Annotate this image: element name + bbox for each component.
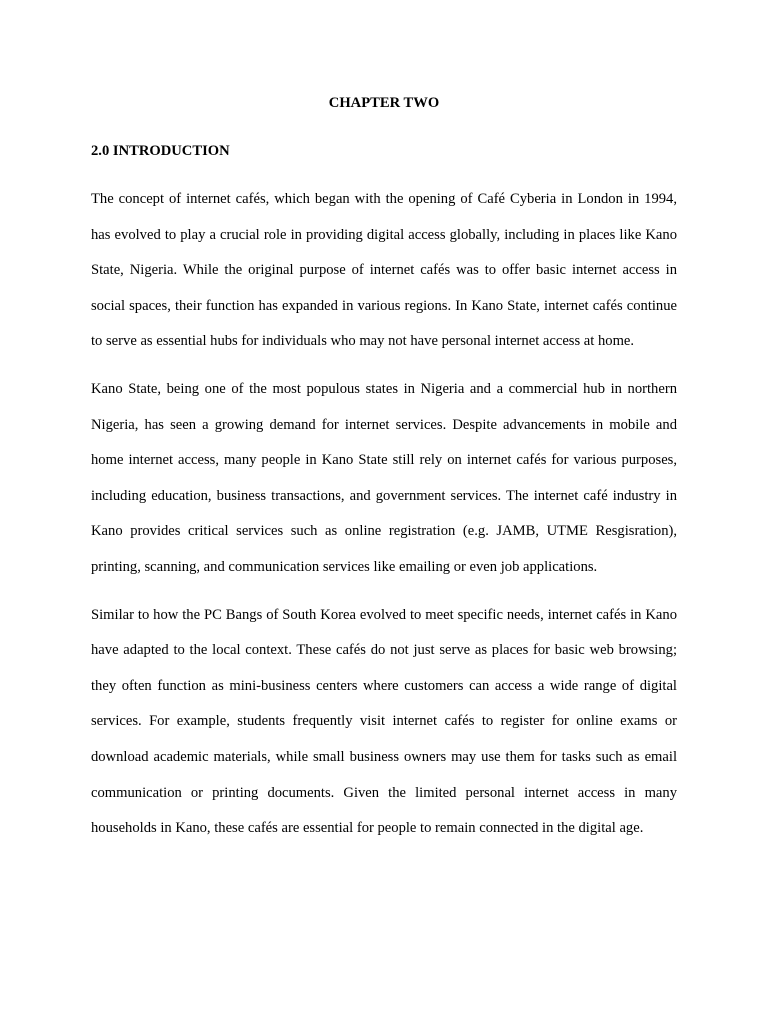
paragraph-2: Kano State, being one of the most populous states in Nigeria and a commercial hub in northern Nigeria, has seen a growing demand for internet services. Despite advancements in mobile and home internet access, many people in Kano State still rely on internet cafés for various purposes, including education, business transactions, and government services. The internet café industry in Kano provides critical services such as online registration (e.g. JAMB, UTME Resgisration), printing, scanning, and communication services like emailing or even job applications. [91,380,677,575]
paragraph-1: The concept of internet cafés, which began with the opening of Café Cyberia in London in 1994, has evolved to play a crucial role in providing digital access globally, including in places like Kano State, Nigeria. While the original purpose of internet cafés was to offer basic internet access in social spaces, their function has expanded in various regions. In Kano State, internet cafés continue to serve as essential hubs for individuals who may not have personal internet access at home. [91,191,677,350]
section-heading: 2.0 INTRODUCTION [91,143,230,159]
paragraph-3: Similar to how the PC Bangs of South Korea evolved to meet specific needs, internet cafés in Kano have adapted to the local context. These cafés do not just serve as places for basic web browsing; they often function as mini-business centers where customers can access a wide range of digital services. For example, students frequently visit internet cafés to register for online exams or download academic materials, while small business owners may use them for tasks such as email communication or printing documents. Given the limited personal internet access in many households in Kano, these cafés are essential for people to remain connected in the digital age. [91,606,677,837]
chapter-title: CHAPTER TWO [328,95,440,111]
document-page [91,94,677,847]
